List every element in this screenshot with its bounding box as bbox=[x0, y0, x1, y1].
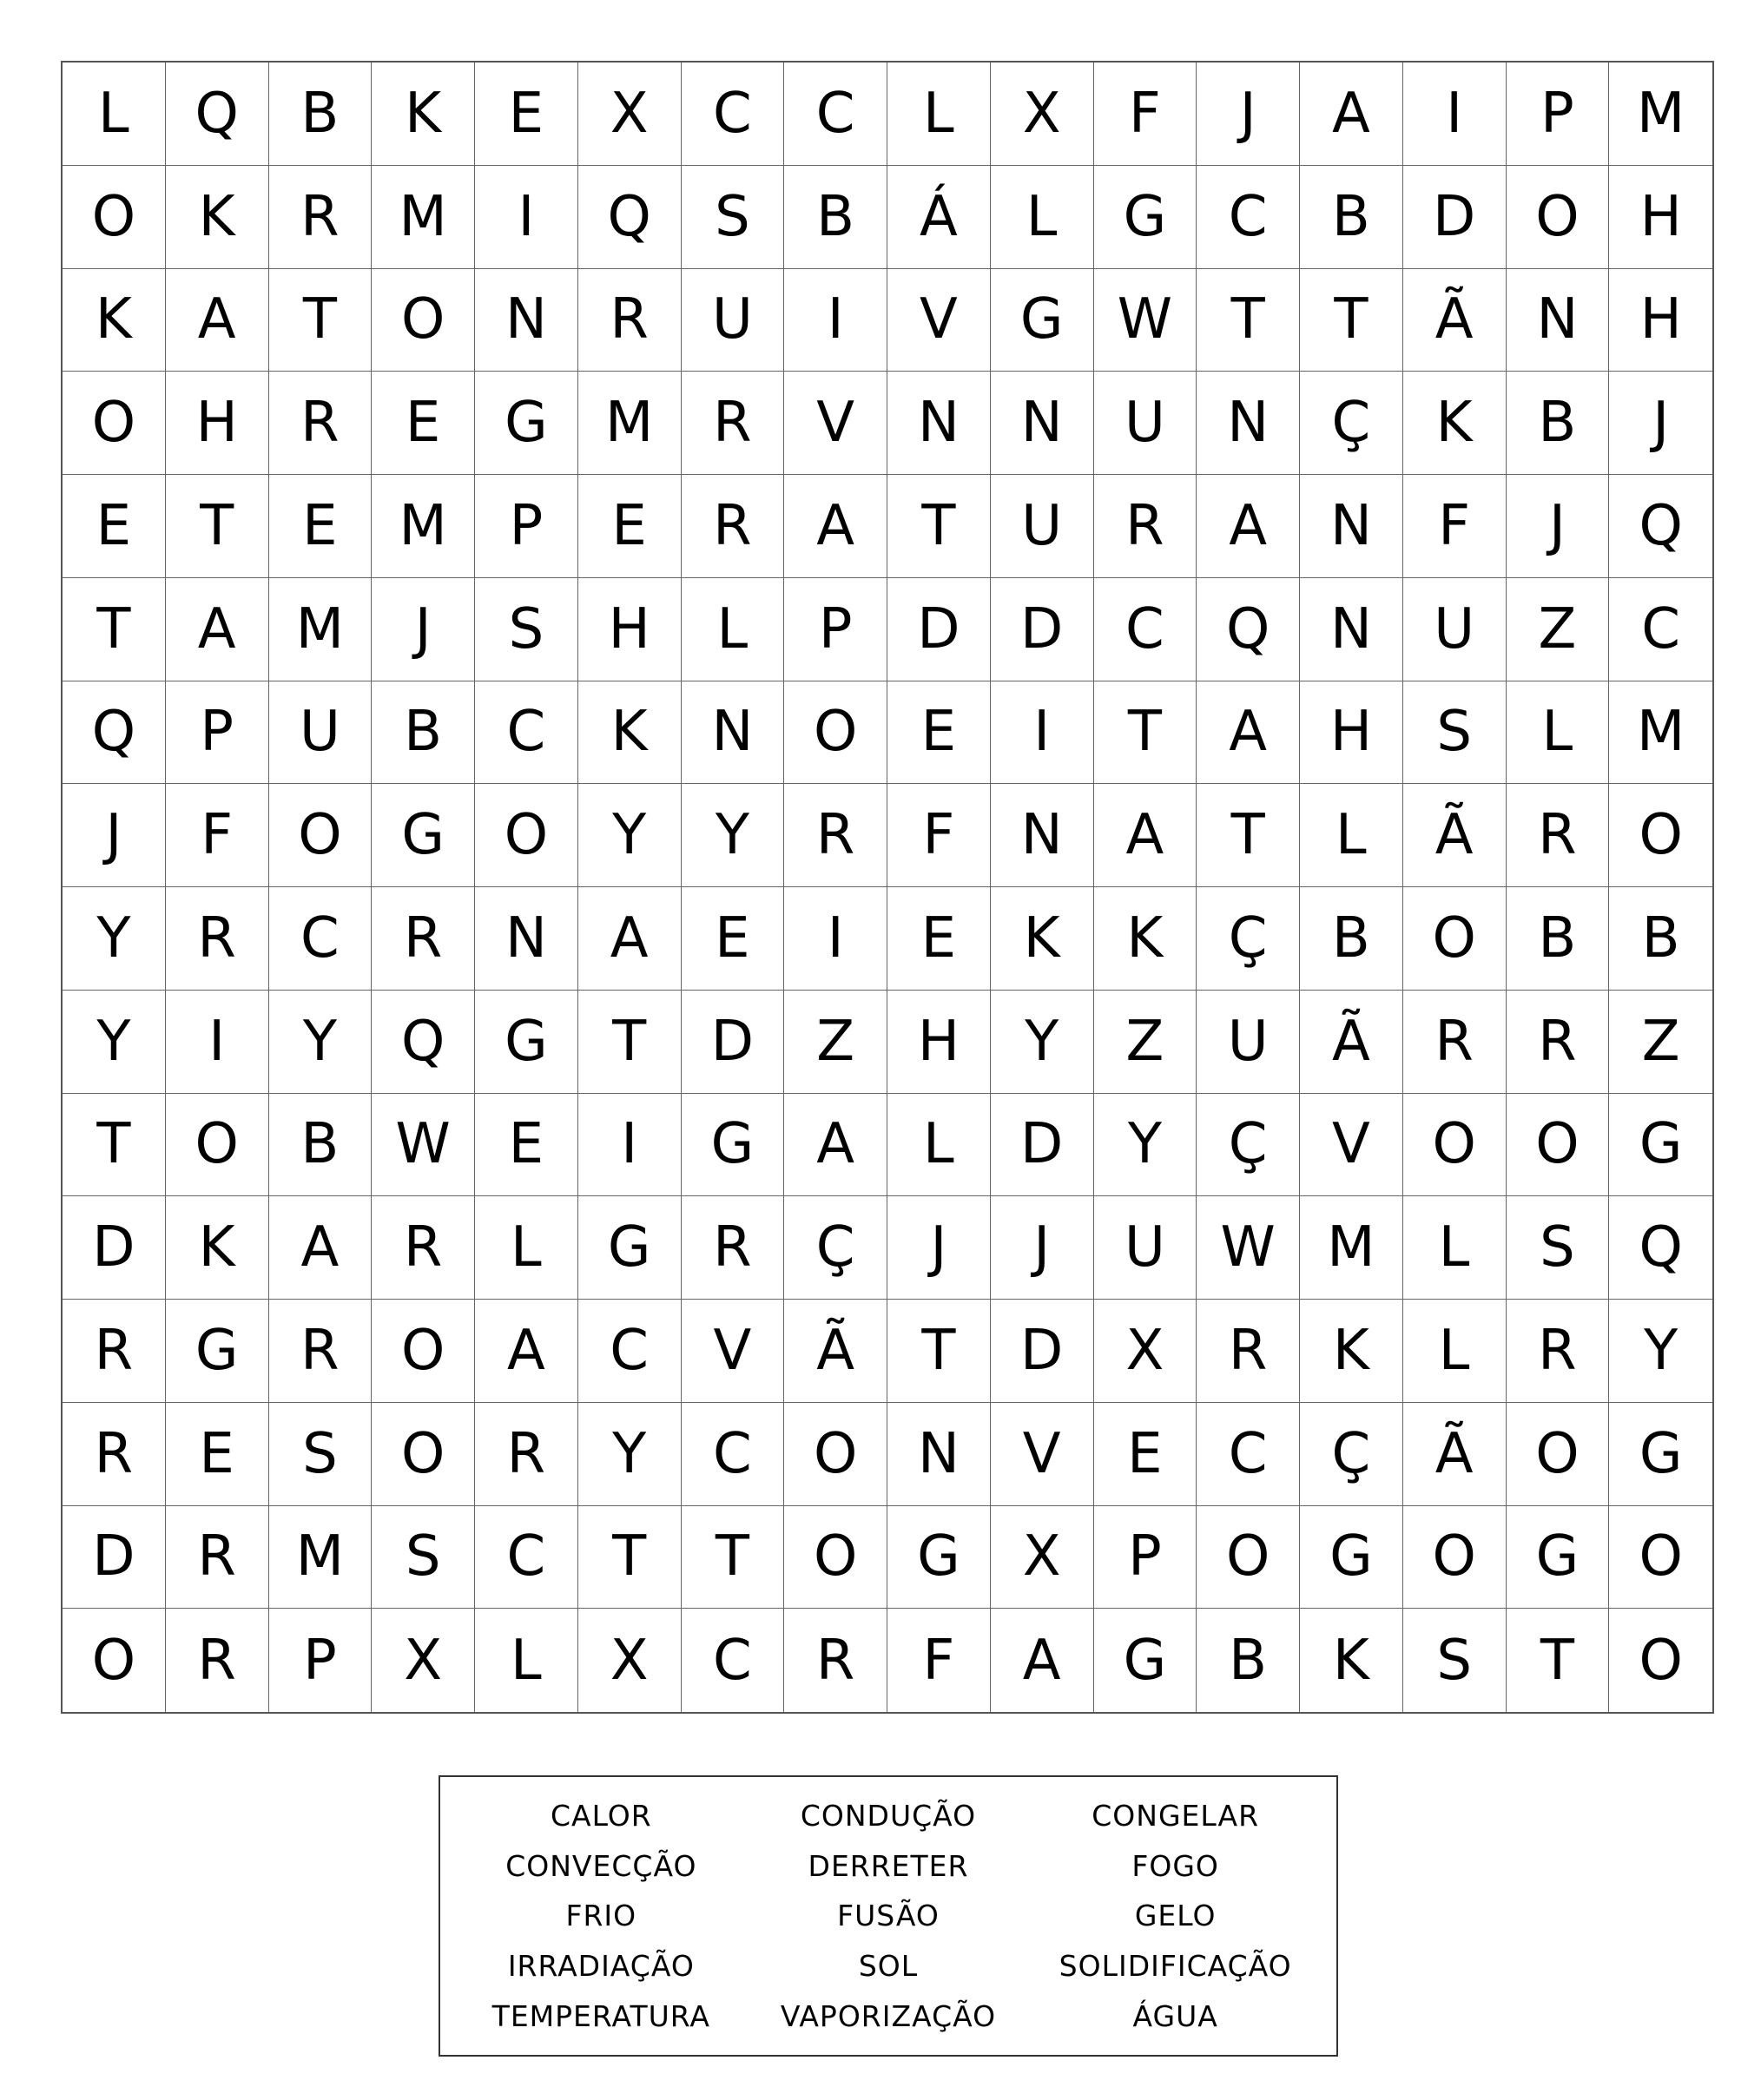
grid-cell[interactable]: O bbox=[63, 372, 166, 475]
grid-cell[interactable]: Y bbox=[63, 887, 166, 991]
grid-cell[interactable]: U bbox=[269, 681, 373, 785]
word-bank-item: DERRETER bbox=[808, 1848, 969, 1883]
grid-cell[interactable]: T bbox=[1197, 784, 1300, 887]
grid-cell[interactable]: N bbox=[1507, 269, 1610, 372]
grid-cell[interactable]: Ã bbox=[1403, 784, 1507, 887]
grid-cell[interactable]: X bbox=[991, 63, 1094, 166]
grid-cell[interactable]: O bbox=[784, 1403, 887, 1506]
grid-cell[interactable]: M bbox=[372, 475, 475, 578]
grid-cell[interactable]: N bbox=[682, 681, 785, 785]
grid-cell[interactable]: U bbox=[1094, 1196, 1197, 1300]
grid-cell[interactable]: Z bbox=[1094, 991, 1197, 1094]
grid-cell[interactable]: I bbox=[166, 991, 269, 1094]
grid-cell[interactable]: R bbox=[682, 1196, 785, 1300]
grid-cell[interactable]: L bbox=[475, 1196, 578, 1300]
grid-cell[interactable]: C bbox=[1609, 578, 1712, 681]
grid-cell[interactable]: Á bbox=[887, 166, 991, 269]
grid-cell[interactable]: O bbox=[1609, 784, 1712, 887]
grid-cell[interactable]: M bbox=[578, 372, 682, 475]
grid-cell[interactable]: I bbox=[784, 269, 887, 372]
grid-cell[interactable]: F bbox=[887, 1609, 991, 1712]
grid-cell[interactable]: Ã bbox=[784, 1300, 887, 1403]
grid-cell[interactable]: B bbox=[372, 681, 475, 785]
grid-cell[interactable]: E bbox=[578, 475, 682, 578]
grid-cell[interactable]: S bbox=[1403, 1609, 1507, 1712]
grid-cell[interactable]: Z bbox=[1507, 578, 1610, 681]
grid-cell[interactable]: L bbox=[1300, 784, 1403, 887]
grid-cell[interactable]: G bbox=[991, 269, 1094, 372]
grid-cell[interactable]: C bbox=[578, 1300, 682, 1403]
grid-cell[interactable]: R bbox=[372, 1196, 475, 1300]
grid-cell[interactable]: B bbox=[1609, 887, 1712, 991]
grid-cell[interactable]: U bbox=[1197, 991, 1300, 1094]
grid-cell[interactable]: K bbox=[991, 887, 1094, 991]
grid-cell[interactable]: D bbox=[991, 1094, 1094, 1197]
grid-cell[interactable]: D bbox=[63, 1196, 166, 1300]
grid-cell[interactable]: E bbox=[887, 887, 991, 991]
grid-cell[interactable]: N bbox=[887, 372, 991, 475]
word-bank-item: FRIO bbox=[565, 1899, 637, 1933]
word-bank-item: CONDUÇÃO bbox=[800, 1799, 977, 1833]
grid-cell[interactable]: R bbox=[682, 475, 785, 578]
grid-cell[interactable]: O bbox=[475, 784, 578, 887]
grid-cell[interactable]: K bbox=[1403, 372, 1507, 475]
grid-cell[interactable]: O bbox=[1507, 1403, 1610, 1506]
grid-cell[interactable]: N bbox=[475, 269, 578, 372]
grid-cell[interactable]: Y bbox=[1094, 1094, 1197, 1197]
grid-cell[interactable]: J bbox=[887, 1196, 991, 1300]
grid-cell[interactable]: N bbox=[1300, 475, 1403, 578]
grid-cell[interactable]: G bbox=[166, 1300, 269, 1403]
grid-cell[interactable]: O bbox=[784, 681, 887, 785]
grid-cell[interactable]: O bbox=[1197, 1506, 1300, 1610]
grid-cell[interactable]: H bbox=[1609, 166, 1712, 269]
grid-cell[interactable]: V bbox=[1300, 1094, 1403, 1197]
grid-cell[interactable]: J bbox=[1197, 63, 1300, 166]
grid-cell[interactable]: Y bbox=[991, 991, 1094, 1094]
grid-cell[interactable]: S bbox=[682, 166, 785, 269]
grid-cell[interactable]: D bbox=[1403, 166, 1507, 269]
grid-cell[interactable]: P bbox=[1094, 1506, 1197, 1610]
grid-cell[interactable]: O bbox=[1639, 1628, 1683, 1693]
grid-cell[interactable]: Q bbox=[63, 681, 166, 785]
grid-cell[interactable]: Q bbox=[578, 166, 682, 269]
grid-cell[interactable]: M bbox=[1609, 681, 1712, 785]
grid-cell[interactable]: V bbox=[682, 1300, 785, 1403]
grid-cell[interactable]: R bbox=[269, 372, 373, 475]
grid-cell[interactable]: O bbox=[269, 784, 373, 887]
grid-cell[interactable]: C bbox=[475, 1506, 578, 1610]
grid-cell[interactable]: H bbox=[887, 991, 991, 1094]
grid-cell[interactable]: E bbox=[63, 475, 166, 578]
grid-cell[interactable]: G bbox=[475, 991, 578, 1094]
grid-cell[interactable]: I bbox=[1403, 63, 1507, 166]
grid-cell[interactable]: K bbox=[166, 166, 269, 269]
grid-cell[interactable]: C bbox=[784, 63, 887, 166]
grid-cell[interactable]: M bbox=[269, 1506, 373, 1610]
grid-cell[interactable]: S bbox=[269, 1403, 373, 1506]
grid-cell[interactable]: Y bbox=[1609, 1300, 1712, 1403]
grid-cell[interactable]: B bbox=[1507, 372, 1610, 475]
grid-cell[interactable]: H bbox=[1300, 681, 1403, 785]
grid-cell[interactable]: I bbox=[991, 681, 1094, 785]
word-bank-item: SOLIDIFICAÇÃO bbox=[1059, 1949, 1292, 1984]
grid-cell[interactable]: B bbox=[1300, 887, 1403, 991]
grid-cell[interactable]: Q bbox=[1609, 1196, 1712, 1300]
grid-cell[interactable]: C bbox=[682, 1609, 785, 1712]
grid-cell[interactable]: R bbox=[1507, 991, 1610, 1094]
grid-cell[interactable]: G bbox=[475, 372, 578, 475]
grid-cell[interactable]: O bbox=[63, 166, 166, 269]
grid-cell[interactable]: P bbox=[784, 578, 887, 681]
grid-cell[interactable]: Ã bbox=[1403, 1403, 1507, 1506]
grid-cell[interactable]: Q bbox=[1609, 475, 1712, 578]
grid-cell[interactable]: T bbox=[63, 578, 166, 681]
grid-cell[interactable]: U bbox=[682, 269, 785, 372]
grid-cell[interactable]: T bbox=[578, 1506, 682, 1610]
grid-cell[interactable]: W bbox=[1197, 1196, 1300, 1300]
grid-cell[interactable]: M bbox=[1609, 63, 1712, 166]
grid-cell[interactable]: K bbox=[1094, 887, 1197, 991]
grid-cell[interactable]: I bbox=[578, 1094, 682, 1197]
grid-cell[interactable]: Q bbox=[1197, 578, 1300, 681]
grid-cell[interactable]: B bbox=[1507, 887, 1610, 991]
grid-cell[interactable]: T bbox=[887, 1300, 991, 1403]
grid-cell[interactable]: P bbox=[269, 1609, 373, 1712]
grid-cell[interactable]: D bbox=[63, 1506, 166, 1610]
grid-cell[interactable]: X bbox=[578, 63, 682, 166]
grid-cell[interactable]: A bbox=[1094, 784, 1197, 887]
grid-cell[interactable]: X bbox=[578, 1609, 682, 1712]
grid-cell[interactable]: A bbox=[1197, 681, 1300, 785]
grid-cell[interactable]: T bbox=[1300, 269, 1403, 372]
word-bank-item: SOL bbox=[858, 1949, 919, 1984]
grid-cell[interactable]: L bbox=[1507, 681, 1610, 785]
grid-cell[interactable]: F bbox=[166, 784, 269, 887]
word-bank-item: IRRADIAÇÃO bbox=[507, 1949, 695, 1984]
grid-cell[interactable]: Ã bbox=[1300, 991, 1403, 1094]
grid-cell[interactable]: T bbox=[1507, 1609, 1610, 1712]
word-bank-item: CONVECÇÃO bbox=[505, 1848, 697, 1883]
grid-cell[interactable]: G bbox=[1300, 1506, 1403, 1610]
grid-cell[interactable]: G bbox=[578, 1196, 682, 1300]
grid-cell[interactable]: N bbox=[991, 372, 1094, 475]
grid-cell[interactable]: L bbox=[887, 63, 991, 166]
grid-cell[interactable]: W bbox=[1094, 269, 1197, 372]
grid-cell[interactable]: Y bbox=[269, 991, 373, 1094]
grid-cell[interactable]: J bbox=[1507, 475, 1610, 578]
grid-cell[interactable]: P bbox=[475, 475, 578, 578]
grid-cell[interactable]: O bbox=[784, 1506, 887, 1610]
grid-cell[interactable]: A bbox=[1300, 63, 1403, 166]
grid-cell[interactable]: G bbox=[887, 1506, 991, 1610]
grid-cell[interactable]: U bbox=[991, 475, 1094, 578]
grid-cell[interactable]: H bbox=[166, 372, 269, 475]
grid-cell[interactable]: O bbox=[1403, 1094, 1507, 1197]
grid-cell[interactable]: B bbox=[269, 1094, 373, 1197]
grid-cell[interactable]: M bbox=[1300, 1196, 1403, 1300]
grid-cell[interactable]: R bbox=[1507, 784, 1610, 887]
grid-cell[interactable]: K bbox=[63, 269, 166, 372]
grid-cell[interactable]: J bbox=[1609, 372, 1712, 475]
grid-cell[interactable]: L bbox=[475, 1609, 578, 1712]
grid-cell[interactable]: N bbox=[1197, 372, 1300, 475]
grid-cell[interactable]: J bbox=[63, 784, 166, 887]
grid-cell[interactable]: L bbox=[1403, 1196, 1507, 1300]
grid-cell[interactable]: E bbox=[372, 372, 475, 475]
grid-cell[interactable]: U bbox=[1403, 578, 1507, 681]
grid-cell[interactable]: A bbox=[784, 475, 887, 578]
word-bank-item: ÁGUA bbox=[1132, 1998, 1218, 2033]
grid-cell[interactable]: C bbox=[1197, 166, 1300, 269]
grid-cell[interactable]: R bbox=[682, 372, 785, 475]
word-search-grid bbox=[61, 61, 1714, 1714]
grid-cell[interactable]: U bbox=[1094, 372, 1197, 475]
grid-cell[interactable]: Q bbox=[166, 63, 269, 166]
grid-cell[interactable]: E bbox=[682, 887, 785, 991]
grid-cell[interactable]: E bbox=[1094, 1403, 1197, 1506]
word-bank-item: CALOR bbox=[550, 1799, 652, 1833]
grid-cell[interactable]: G bbox=[1507, 1506, 1610, 1610]
grid-cell[interactable]: J bbox=[372, 578, 475, 681]
grid-cell[interactable]: W bbox=[372, 1094, 475, 1197]
grid-cell[interactable]: A bbox=[991, 1609, 1094, 1712]
grid-cell[interactable]: P bbox=[166, 681, 269, 785]
grid-cell[interactable]: C bbox=[269, 887, 373, 991]
grid-cell[interactable]: F bbox=[887, 784, 991, 887]
grid-cell[interactable]: Y bbox=[63, 991, 166, 1094]
grid-cell[interactable]: C bbox=[1197, 1403, 1300, 1506]
grid-cell[interactable]: B bbox=[269, 63, 373, 166]
grid-cell[interactable]: L bbox=[63, 63, 166, 166]
grid-cell[interactable]: O bbox=[1403, 1506, 1507, 1610]
grid-cell[interactable]: E bbox=[475, 1094, 578, 1197]
grid-cell[interactable]: R bbox=[1197, 1300, 1300, 1403]
grid-cell[interactable]: K bbox=[166, 1196, 269, 1300]
grid-cell[interactable]: A bbox=[269, 1196, 373, 1300]
grid-cell[interactable]: X bbox=[372, 1609, 475, 1712]
grid-cell[interactable]: S bbox=[475, 578, 578, 681]
grid-cell[interactable]: A bbox=[578, 887, 682, 991]
grid-cell[interactable]: O bbox=[1403, 887, 1507, 991]
grid-cell[interactable]: F bbox=[1403, 475, 1507, 578]
grid-cell[interactable]: K bbox=[1300, 1300, 1403, 1403]
grid-cell[interactable]: G bbox=[1094, 166, 1197, 269]
grid-cell[interactable]: C bbox=[475, 681, 578, 785]
grid-cell[interactable]: H bbox=[1609, 269, 1712, 372]
grid-cell[interactable]: A bbox=[166, 269, 269, 372]
grid-cell[interactable]: B bbox=[1197, 1609, 1300, 1712]
grid-cell[interactable]: E bbox=[166, 1403, 269, 1506]
grid-cell[interactable]: R bbox=[166, 1506, 269, 1610]
grid-cell[interactable]: S bbox=[372, 1506, 475, 1610]
grid-cell[interactable]: G bbox=[682, 1094, 785, 1197]
grid-cell[interactable]: Ç bbox=[1300, 372, 1403, 475]
grid-cell[interactable]: R bbox=[578, 269, 682, 372]
grid-cell[interactable]: R bbox=[166, 1609, 269, 1712]
grid-cell[interactable]: O bbox=[1609, 1506, 1712, 1610]
grid-cell[interactable]: R bbox=[1403, 991, 1507, 1094]
grid-cell[interactable]: T bbox=[166, 475, 269, 578]
grid-cell[interactable]: F bbox=[1094, 63, 1197, 166]
grid-cell[interactable]: Y bbox=[682, 784, 785, 887]
grid-cell[interactable]: I bbox=[784, 887, 887, 991]
grid-cell[interactable]: Ç bbox=[1197, 1094, 1300, 1197]
grid-cell[interactable]: O bbox=[63, 1609, 166, 1712]
grid-cell[interactable]: O bbox=[372, 269, 475, 372]
grid-cell[interactable]: R bbox=[372, 887, 475, 991]
grid-cell[interactable]: L bbox=[682, 578, 785, 681]
grid-cell[interactable]: B bbox=[784, 166, 887, 269]
grid-cell[interactable]: L bbox=[991, 166, 1094, 269]
grid-cell[interactable]: G bbox=[1609, 1403, 1712, 1506]
grid-cell[interactable]: G bbox=[1094, 1609, 1197, 1712]
grid-cell[interactable]: X bbox=[1094, 1300, 1197, 1403]
grid-cell[interactable]: V bbox=[991, 1403, 1094, 1506]
word-bank-item: TEMPERATURA bbox=[491, 1998, 710, 2033]
grid-cell[interactable]: C bbox=[682, 63, 785, 166]
grid-cell[interactable]: R bbox=[269, 1300, 373, 1403]
grid-cell[interactable]: O bbox=[1507, 1094, 1610, 1197]
grid-cell[interactable]: A bbox=[166, 578, 269, 681]
grid-cell[interactable]: S bbox=[1403, 681, 1507, 785]
grid-cell[interactable]: L bbox=[1403, 1300, 1507, 1403]
word-bank-item: CONGELAR bbox=[1092, 1799, 1260, 1833]
grid-cell[interactable]: V bbox=[784, 372, 887, 475]
grid-cell[interactable]: O bbox=[166, 1094, 269, 1197]
grid-cell[interactable]: V bbox=[887, 269, 991, 372]
grid-cell[interactable]: R bbox=[1507, 1300, 1610, 1403]
grid-cell[interactable]: N bbox=[1300, 578, 1403, 681]
grid-cell[interactable]: R bbox=[63, 1300, 166, 1403]
grid-cell[interactable]: O bbox=[372, 1300, 475, 1403]
grid-cell[interactable]: R bbox=[1094, 475, 1197, 578]
grid-cell[interactable]: R bbox=[784, 1609, 887, 1712]
grid-cell[interactable]: K bbox=[372, 63, 475, 166]
grid-cell[interactable]: H bbox=[578, 578, 682, 681]
grid-cell[interactable]: Z bbox=[784, 991, 887, 1094]
grid-cell[interactable]: Ç bbox=[1197, 887, 1300, 991]
grid-cell[interactable]: Y bbox=[578, 784, 682, 887]
grid-cell[interactable]: A bbox=[784, 1094, 887, 1197]
grid-cell[interactable]: T bbox=[1094, 681, 1197, 785]
grid-cell[interactable]: T bbox=[682, 1506, 785, 1610]
grid-cell[interactable]: Ç bbox=[1300, 1403, 1403, 1506]
grid-cell[interactable]: Ã bbox=[1403, 269, 1507, 372]
grid-cell[interactable]: D bbox=[887, 578, 991, 681]
grid-cell[interactable]: T bbox=[1197, 269, 1300, 372]
grid-cell[interactable]: R bbox=[63, 1403, 166, 1506]
grid-cell[interactable]: R bbox=[784, 784, 887, 887]
grid-cell[interactable]: X bbox=[991, 1506, 1094, 1610]
grid-cell[interactable]: B bbox=[1300, 166, 1403, 269]
word-bank-item: VAPORIZAÇÃO bbox=[780, 1998, 997, 2033]
word-bank-item: FOGO bbox=[1131, 1848, 1219, 1883]
word-bank-item: GELO bbox=[1134, 1899, 1217, 1933]
grid-cell[interactable]: C bbox=[682, 1403, 785, 1506]
grid-cell[interactable]: M bbox=[372, 166, 475, 269]
grid-cell[interactable]: T bbox=[63, 1094, 166, 1197]
grid-cell[interactable]: Z bbox=[1609, 991, 1712, 1094]
grid-cell[interactable]: E bbox=[269, 475, 373, 578]
grid-cell[interactable]: M bbox=[269, 578, 373, 681]
grid-cell[interactable]: R bbox=[166, 887, 269, 991]
grid-cell[interactable]: S bbox=[1507, 1196, 1610, 1300]
grid-cell[interactable]: L bbox=[887, 1094, 991, 1197]
grid-cell[interactable]: N bbox=[991, 784, 1094, 887]
grid-cell[interactable]: R bbox=[269, 166, 373, 269]
grid-cell[interactable]: A bbox=[475, 1300, 578, 1403]
grid-cell[interactable]: Y bbox=[578, 1403, 682, 1506]
grid-cell[interactable]: C bbox=[1094, 578, 1197, 681]
grid-cell[interactable]: K bbox=[1300, 1609, 1403, 1712]
grid-cell[interactable]: Ç bbox=[784, 1196, 887, 1300]
grid-cell[interactable]: Q bbox=[372, 991, 475, 1094]
grid-cell[interactable]: D bbox=[991, 578, 1094, 681]
word-bank bbox=[439, 1775, 1338, 2057]
grid-cell[interactable]: J bbox=[991, 1196, 1094, 1300]
grid-cell[interactable]: T bbox=[887, 475, 991, 578]
grid-cell[interactable]: N bbox=[887, 1403, 991, 1506]
grid-cell[interactable]: I bbox=[475, 166, 578, 269]
grid-cell[interactable]: O bbox=[1507, 166, 1610, 269]
grid-cell[interactable]: T bbox=[578, 991, 682, 1094]
grid-cell[interactable]: R bbox=[475, 1403, 578, 1506]
word-bank-item: FUSÃO bbox=[837, 1899, 940, 1933]
grid-cell[interactable]: N bbox=[475, 887, 578, 991]
grid-cell[interactable]: O bbox=[372, 1403, 475, 1506]
grid-cell[interactable]: P bbox=[1507, 63, 1610, 166]
grid-cell[interactable]: A bbox=[1197, 475, 1300, 578]
grid-cell[interactable]: E bbox=[887, 681, 991, 785]
grid-cell[interactable]: D bbox=[682, 991, 785, 1094]
grid-cell[interactable]: G bbox=[372, 784, 475, 887]
grid-cell[interactable]: D bbox=[991, 1300, 1094, 1403]
grid-cell[interactable]: E bbox=[475, 63, 578, 166]
grid-cell[interactable]: G bbox=[1609, 1094, 1712, 1197]
grid-cell[interactable]: K bbox=[578, 681, 682, 785]
grid-cell[interactable]: T bbox=[269, 269, 373, 372]
